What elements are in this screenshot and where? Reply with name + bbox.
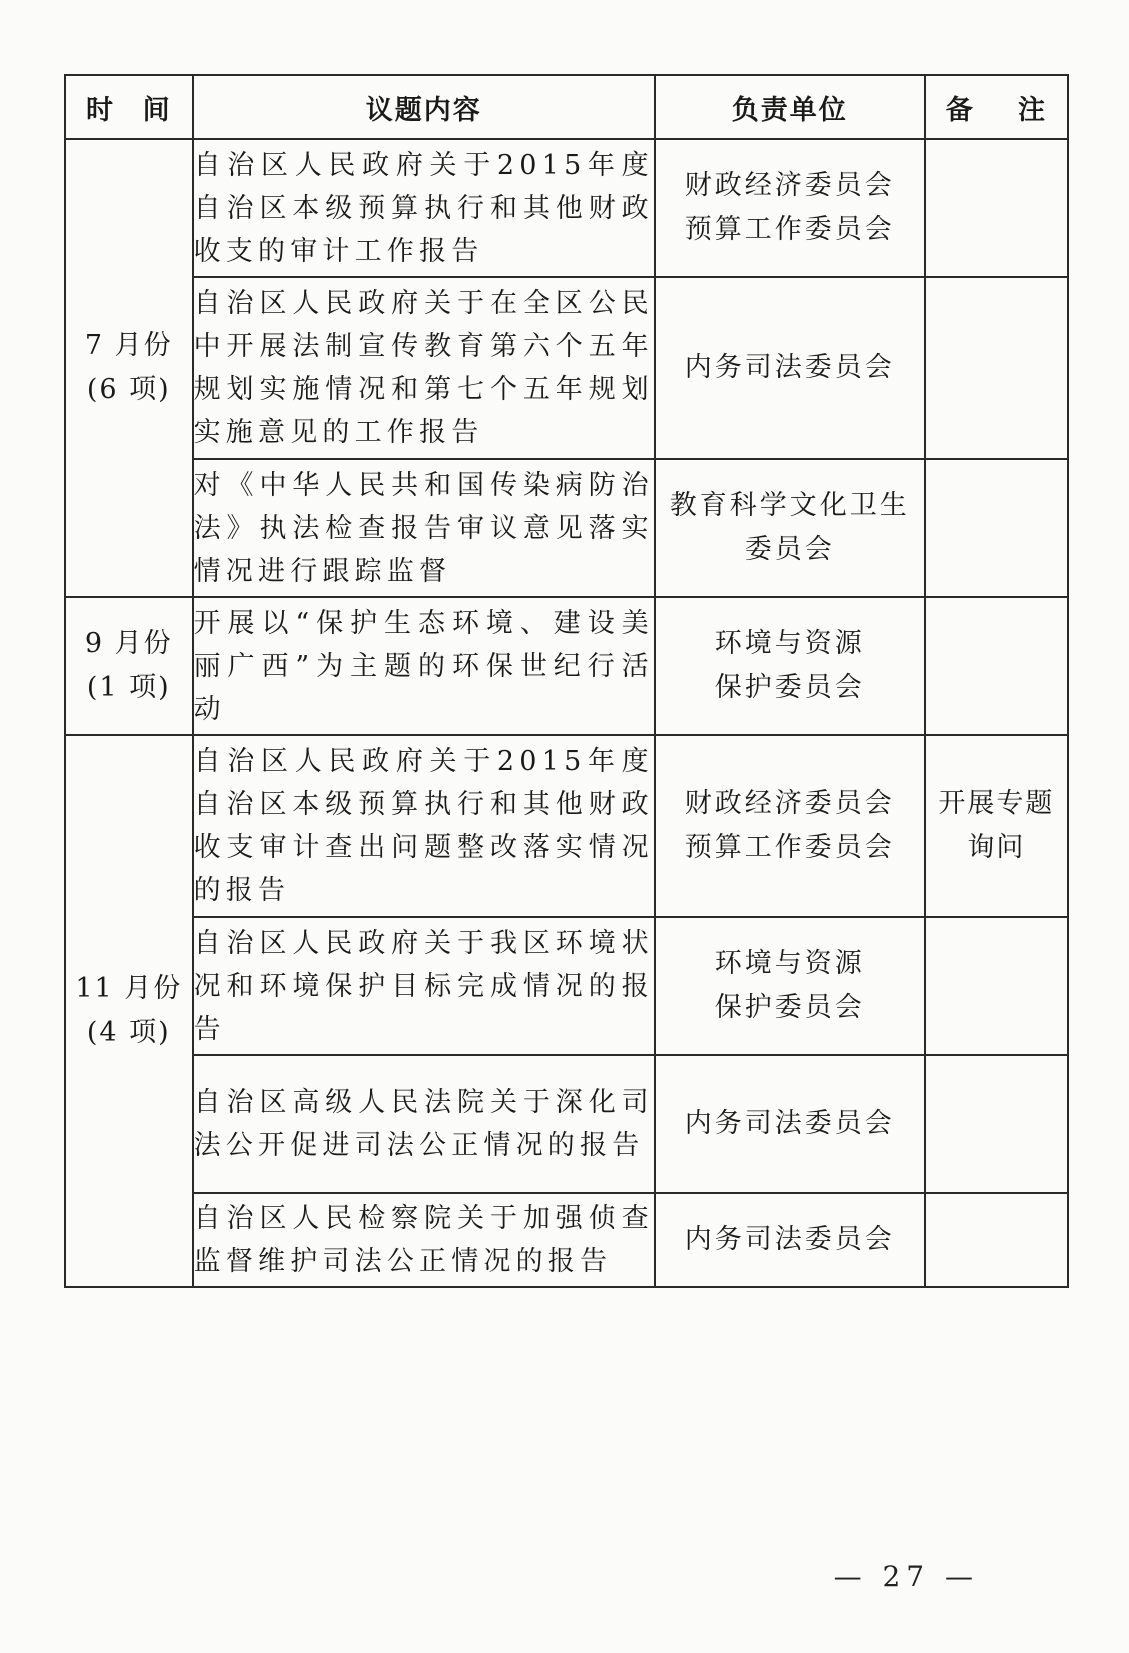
note-cell [925, 277, 1068, 459]
note-cell [925, 1055, 1068, 1193]
topic-cell: 开展以“保护生态环境、建设美丽广西”为主题的环保世纪行活动 [193, 597, 655, 735]
topic-cell: 对《中华人民共和国传染病防治法》执法检查报告审议意见落实情况进行跟踪监督 [193, 459, 655, 597]
topic-cell: 自治区高级人民法院关于深化司法公开促进司法公正情况的报告 [193, 1055, 655, 1193]
note-cell [925, 139, 1068, 277]
table-row [65, 277, 1068, 459]
table-row [65, 735, 1068, 917]
note-cell [925, 1193, 1068, 1287]
table-row [65, 139, 1068, 277]
month-cell-july: 7 月份 (6 项) [65, 139, 193, 597]
header-topic: 议题内容 [193, 75, 655, 139]
month-cell-november: 11 月份 (4 项) [65, 735, 193, 1287]
unit-cell: 财政经济委员会 预算工作委员会 [655, 139, 925, 277]
topic-cell: 自治区人民政府关于2015年度自治区本级预算执行和其他财政收支审计查出问题整改落实情况的报告 [193, 735, 655, 917]
note-cell [925, 597, 1068, 735]
topic-cell: 自治区人民检察院关于加强侦查监督维护司法公正情况的报告 [193, 1193, 655, 1287]
table-row [65, 597, 1068, 735]
table-row [65, 459, 1068, 597]
unit-cell: 环境与资源 保护委员会 [655, 917, 925, 1055]
agenda-schedule-table [64, 74, 1069, 1288]
unit-cell: 内务司法委员会 [655, 1193, 925, 1287]
topic-cell: 自治区人民政府关于2015年度自治区本级预算执行和其他财政收支的审计工作报告 [193, 139, 655, 277]
note-cell [925, 459, 1068, 597]
unit-cell: 教育科学文化卫生 委员会 [655, 459, 925, 597]
note-cell [925, 917, 1068, 1055]
header-time: 时 间 [65, 75, 193, 139]
header-note: 备 注 [925, 75, 1068, 139]
topic-cell: 自治区人民政府关于在全区公民中开展法制宣传教育第六个五年规划实施情况和第七个五年规划实施意见的工作报告 [193, 277, 655, 459]
month-cell-september: 9 月份 (1 项) [65, 597, 193, 735]
unit-cell: 财政经济委员会 预算工作委员会 [655, 735, 925, 917]
header-unit: 负责单位 [655, 75, 925, 139]
unit-cell: 环境与资源 保护委员会 [655, 597, 925, 735]
topic-cell: 自治区人民政府关于我区环境状况和环境保护目标完成情况的报告 [193, 917, 655, 1055]
unit-cell: 内务司法委员会 [655, 277, 925, 459]
unit-cell: 内务司法委员会 [655, 1055, 925, 1193]
table-row [65, 1055, 1068, 1193]
page-number: — 27 — [833, 1560, 979, 1593]
table-row [65, 1193, 1068, 1287]
note-cell: 开展专题 询问 [925, 735, 1068, 917]
table-header-row [65, 75, 1068, 139]
table-row [65, 917, 1068, 1055]
